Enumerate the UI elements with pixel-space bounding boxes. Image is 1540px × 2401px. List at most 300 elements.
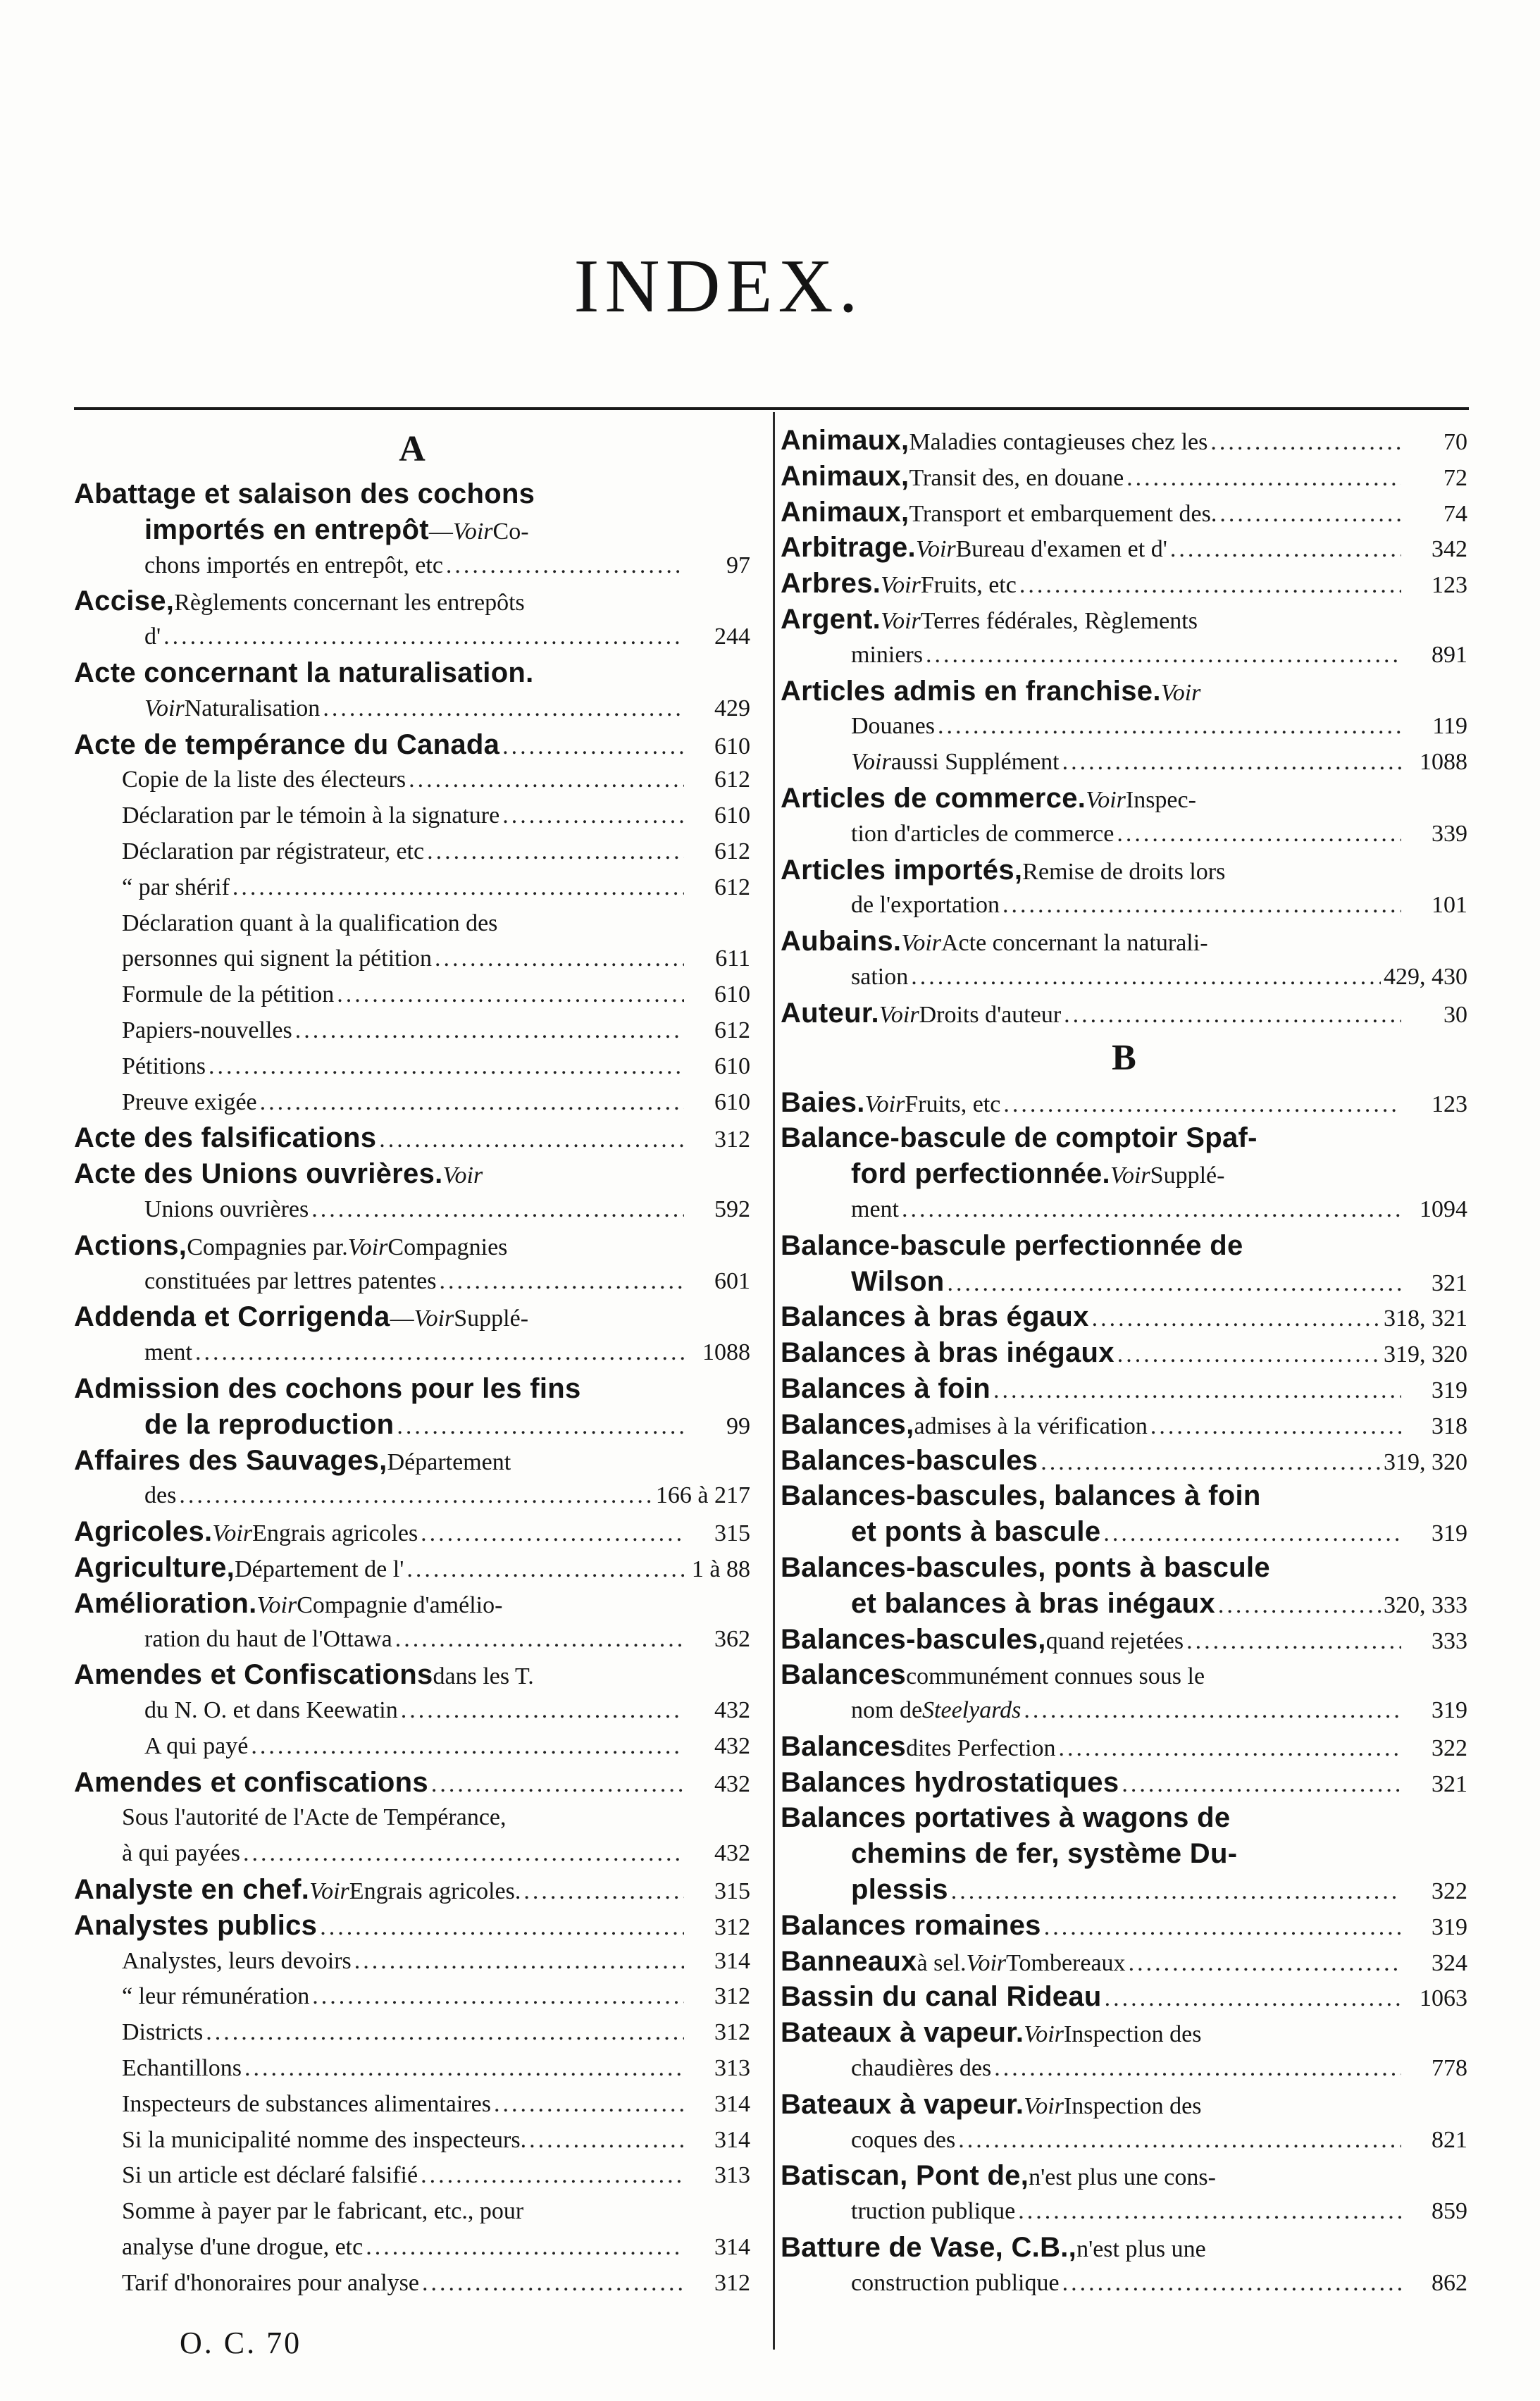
index-entry	[781, 1550, 1467, 1622]
entry-voir: Voir	[901, 930, 941, 957]
index-entry	[781, 781, 1467, 852]
page-number: 320, 333	[1384, 1592, 1467, 1618]
entry-heading: Bassin du canal Rideau	[781, 1981, 1102, 2013]
page-number: 601	[714, 1267, 750, 1294]
dot-leader	[366, 2230, 684, 2266]
page-number: 99	[726, 1413, 750, 1439]
index-entry	[781, 1371, 1467, 1407]
entry-text: Si la municipalité nomme des inspecteurs.	[122, 2126, 527, 2153]
index-entry	[74, 1872, 750, 1908]
entry-heading: Balances à bras égaux	[781, 1301, 1089, 1333]
entry-heading: Abattage et salaison des cochons	[74, 478, 535, 509]
page-number: 610	[714, 981, 750, 1008]
dot-leader	[406, 1552, 684, 1586]
entry-text: —	[428, 518, 453, 545]
page-number: 123	[1432, 572, 1467, 599]
entry-text: ment	[851, 1196, 899, 1222]
entry-text: Sous l'autorité de l'Acte de Tempérance,	[122, 1804, 507, 1831]
entry-heading: Balances-bascules,	[781, 1623, 1046, 1655]
dot-leader	[195, 1335, 684, 1371]
dot-leader	[337, 977, 684, 1013]
entry-heading: Bateaux à vapeur.	[781, 2017, 1024, 2049]
entry-text: Douanes	[851, 713, 935, 740]
entry-line	[781, 1693, 1467, 1729]
entry-text: —	[390, 1305, 414, 1332]
entry-text: Echantillons	[122, 2055, 242, 2082]
dot-leader	[911, 960, 1381, 995]
entry-line	[74, 1371, 750, 1407]
index-entry	[781, 566, 1467, 602]
entry-line	[74, 1156, 750, 1192]
entry-voir: Voir	[144, 695, 185, 721]
index-entry	[74, 1299, 750, 1371]
entry-line	[74, 1335, 750, 1371]
entry-reference: Supplé-	[1150, 1162, 1225, 1189]
entry-line	[781, 1586, 1467, 1622]
page-number: 333	[1432, 1627, 1467, 1654]
entry-heading: Arbres.	[781, 568, 881, 600]
entry-heading: Admission des cochons pour les fins	[74, 1372, 581, 1404]
entry-line	[74, 1622, 750, 1658]
entry-voir: Voir	[1110, 1162, 1150, 1189]
entry-heading: et ponts à bascule	[851, 1516, 1101, 1548]
dot-leader	[427, 834, 684, 870]
page-number: 610	[714, 1088, 750, 1115]
index-entry	[74, 1765, 750, 1872]
page-number: 312	[714, 1127, 750, 1153]
dot-leader	[1044, 1910, 1401, 1944]
entry-text: des	[144, 1482, 177, 1509]
entry-line	[74, 1085, 750, 1121]
entry-line	[781, 2123, 1467, 2159]
dot-leader	[435, 941, 684, 977]
entry-line	[74, 1586, 750, 1622]
dot-leader	[1126, 461, 1401, 495]
entry-heading: Aubains.	[781, 926, 902, 957]
page-number: 612	[714, 1017, 750, 1043]
page-number: 610	[714, 733, 750, 759]
dot-leader	[395, 1622, 684, 1658]
page-footer: O. C. 70	[180, 2326, 302, 2360]
dot-leader	[439, 1264, 684, 1300]
page-number: 314	[714, 2126, 750, 2153]
entry-text: tion d'articles de commerce	[851, 820, 1114, 847]
page-title: INDEX.	[573, 244, 864, 328]
page-number: 315	[714, 1878, 750, 1905]
page-number: 318, 321	[1384, 1305, 1467, 1332]
index-entry	[74, 655, 750, 727]
entry-line	[781, 781, 1467, 817]
entry-heading: Balances	[781, 1730, 907, 1762]
entry-text: Département	[387, 1448, 511, 1475]
dot-leader	[926, 638, 1401, 674]
dot-leader	[409, 762, 684, 798]
entry-text: ration du haut de l'Ottawa	[144, 1625, 392, 1652]
dot-leader	[1019, 568, 1401, 602]
dot-leader	[529, 2123, 684, 2159]
entry-line	[74, 1657, 750, 1693]
index-entry	[781, 1478, 1467, 1550]
dot-leader	[1105, 1981, 1401, 2015]
entry-text: Somme à payer par le fabricant, etc., pour	[122, 2198, 524, 2225]
dot-leader	[951, 1874, 1401, 1908]
entry-voir: Voir	[309, 1878, 349, 1905]
entry-line	[781, 1622, 1467, 1658]
entry-text: Inspecteurs de substances alimentaires	[122, 2090, 491, 2117]
entry-text: n'est plus une cons-	[1029, 2164, 1216, 2191]
dot-leader	[243, 1836, 684, 1872]
dot-leader	[1210, 425, 1401, 459]
entry-text: Maladies contagieuses chez les	[909, 429, 1208, 455]
entry-heading: Addenda et Corrigenda	[74, 1301, 390, 1333]
index-entry	[781, 1335, 1467, 1371]
entry-line	[781, 924, 1467, 960]
entry-line	[781, 602, 1467, 638]
dot-leader	[948, 1266, 1401, 1300]
entry-line	[74, 1693, 750, 1729]
entry-heading: Balances	[781, 1659, 907, 1691]
entry-line	[74, 655, 750, 691]
dot-leader	[523, 1874, 684, 1908]
entry-line	[74, 619, 750, 655]
entry-line	[74, 1264, 750, 1300]
entry-heading: Acte des Unions ouvrières.	[74, 1158, 443, 1190]
entry-heading: Analyste en chef.	[74, 1874, 310, 1906]
page-number: 592	[714, 1196, 750, 1222]
dot-leader	[902, 1192, 1401, 1228]
dot-leader	[1122, 1767, 1401, 1801]
entry-line	[74, 2123, 750, 2159]
page-number: 611	[715, 945, 750, 972]
dot-leader	[1186, 1624, 1401, 1658]
entry-text: construction publique	[851, 2269, 1060, 2296]
entry-line	[781, 709, 1467, 745]
entry-voir: Voir	[881, 572, 921, 599]
dot-leader	[163, 619, 684, 655]
entry-text: du N. O. et dans Keewatin	[144, 1697, 398, 1724]
index-entry	[781, 1120, 1467, 1227]
entry-line	[781, 1765, 1467, 1801]
entry-reference: Engrais agricoles.	[349, 1878, 521, 1905]
entry-heading: Baies.	[781, 1086, 865, 1118]
index-entry	[781, 2015, 1467, 2087]
entry-text: dans les T.	[433, 1663, 534, 1690]
page-number: 74	[1443, 500, 1467, 527]
entry-text: nom de	[851, 1697, 923, 1724]
dot-leader	[1219, 497, 1401, 531]
entry-text: Département de l'	[235, 1556, 404, 1582]
page-number: 97	[726, 552, 750, 578]
entry-line	[781, 1192, 1467, 1228]
entry-heading: Batture de Vase, C.B.,	[781, 2232, 1077, 2264]
page-number: 1 à 88	[691, 1556, 750, 1582]
dot-leader	[993, 1373, 1401, 1407]
entry-line	[74, 1836, 750, 1872]
entry-text: “ par shérif	[122, 874, 230, 900]
page-number: 321	[1432, 1770, 1467, 1797]
dot-leader	[354, 1944, 684, 1980]
entry-line	[74, 1192, 750, 1228]
entry-heading: Acte des falsifications	[74, 1122, 377, 1154]
entry-text: à sel.	[917, 1949, 967, 1976]
page-number: 321	[1432, 1270, 1467, 1296]
index-entry	[781, 674, 1467, 781]
entry-line	[74, 1979, 750, 2015]
entry-line	[781, 1800, 1467, 1836]
entry-reference: Engrais agricoles	[252, 1520, 418, 1547]
index-entry	[74, 583, 750, 655]
dot-leader	[323, 691, 684, 727]
entry-text: dites Perfection	[906, 1735, 1056, 1761]
entry-text: sation	[851, 963, 909, 990]
dot-leader	[401, 1693, 684, 1729]
entry-line	[781, 459, 1467, 495]
entry-line	[781, 1836, 1467, 1872]
entry-line	[781, 674, 1467, 709]
entry-line	[74, 906, 750, 942]
entry-heading: Articles importés,	[781, 854, 1023, 886]
page-number: 362	[714, 1625, 750, 1652]
index-entry	[781, 1979, 1467, 2015]
entry-line	[781, 960, 1467, 995]
entry-text: constituées par lettres patentes	[144, 1267, 437, 1294]
index-entry	[781, 1085, 1467, 1121]
entry-heading: Amélioration.	[74, 1587, 257, 1619]
entry-text: A qui payé	[144, 1732, 249, 1759]
entry-text: Transport et embarquement des.	[909, 500, 1217, 527]
page-number: 312	[714, 2019, 750, 2046]
entry-line	[74, 834, 750, 870]
index-entry	[74, 1550, 750, 1586]
entry-line	[74, 977, 750, 1013]
entry-heading: Acte de tempérance du Canada	[74, 728, 500, 760]
dot-leader	[1002, 888, 1401, 924]
page-number: 1088	[702, 1339, 750, 1366]
entry-text: Districts	[122, 2019, 204, 2046]
page-number: 319	[1432, 1913, 1467, 1940]
page-number: 610	[714, 802, 750, 829]
dot-leader	[1041, 1445, 1381, 1479]
entry-heading: importés en entrepôt	[144, 514, 429, 545]
entry-heading: Balances-bascules, balances à foin	[781, 1480, 1261, 1512]
entry-line	[781, 745, 1467, 781]
entry-voir: Voir	[915, 536, 956, 563]
entry-reference: Co-	[492, 518, 529, 545]
entry-line	[781, 638, 1467, 674]
entry-line	[74, 1550, 750, 1586]
entry-text: de l'exportation	[851, 892, 1000, 919]
entry-text: à qui payées	[122, 1840, 241, 1867]
page-number: 312	[714, 1913, 750, 1940]
index-entry	[74, 1228, 750, 1300]
entry-heading: Affaires des Sauvages,	[74, 1444, 387, 1476]
page-number: 432	[714, 1732, 750, 1759]
entry-heading: Wilson	[851, 1265, 945, 1297]
page-number: 119	[1432, 713, 1467, 740]
entry-line	[74, 1800, 750, 1836]
entry-heading: Banneaux	[781, 1945, 917, 1977]
index-entry	[781, 530, 1467, 566]
dot-leader	[206, 2015, 684, 2051]
dot-leader	[232, 870, 684, 906]
entry-voir: Voir	[452, 518, 493, 545]
entry-line	[781, 2230, 1467, 2266]
entry-line	[781, 1944, 1467, 1980]
page-number: 862	[1432, 2269, 1467, 2296]
entry-line	[781, 2194, 1467, 2230]
index-column-right	[781, 423, 1467, 2302]
entry-line	[781, 1478, 1467, 1514]
entry-line	[781, 817, 1467, 852]
entry-voir: Voir	[414, 1305, 454, 1332]
index-entry	[781, 2230, 1467, 2302]
section-letter: A	[399, 429, 426, 469]
dot-leader	[1117, 1337, 1381, 1371]
entry-heading: Balance-bascule de comptoir Spaf-	[781, 1122, 1258, 1154]
entry-heading: Balances-bascules, ponts à bascule	[781, 1551, 1270, 1583]
entry-reference: Droits d'auteur	[919, 1001, 1062, 1028]
index-entry	[74, 727, 750, 763]
entry-text: Remise de droits lors	[1022, 858, 1226, 885]
page-number: 314	[714, 1947, 750, 1974]
page-number: 313	[714, 2162, 750, 2189]
index-entry	[781, 1622, 1467, 1658]
entry-heading: plessis	[851, 1874, 948, 1906]
page-number: 432	[714, 1840, 750, 1867]
page-number: 315	[714, 1520, 750, 1547]
entry-text: Compagnies par.	[187, 1234, 348, 1260]
entry-text: admises à la vérification	[914, 1413, 1148, 1439]
dot-leader	[1064, 998, 1401, 1031]
entry-line	[781, 1514, 1467, 1550]
entry-line	[74, 2051, 750, 2087]
entry-line	[74, 2194, 750, 2230]
entry-reference: Supplé-	[454, 1305, 529, 1332]
dot-leader	[244, 2051, 684, 2087]
entry-line	[74, 1944, 750, 1980]
index-entry	[781, 1944, 1467, 1980]
entry-heading: Amendes et Confiscations	[74, 1659, 433, 1691]
dot-leader	[421, 2158, 684, 2194]
entry-text: Preuve exigée	[122, 1088, 257, 1115]
entry-voir: Voir	[212, 1520, 253, 1547]
entry-reference: aussi Supplément	[890, 749, 1060, 776]
entry-heading: Balances-bascules	[781, 1444, 1038, 1476]
entry-voir: Voir	[851, 749, 891, 776]
dot-leader	[1003, 1087, 1401, 1121]
entry-reference: Terres fédérales, Règlements	[920, 607, 1198, 634]
dot-leader	[1218, 1588, 1381, 1622]
entry-heading: Balances à foin	[781, 1372, 991, 1404]
page-number: 429	[714, 695, 750, 721]
index-entry	[74, 1443, 750, 1515]
entry-line	[781, 1371, 1467, 1407]
page-number: 859	[1432, 2198, 1467, 2225]
entry-heading: Balances hydrostatiques	[781, 1766, 1119, 1798]
dot-leader	[1062, 745, 1401, 781]
entry-text: coques des	[851, 2126, 956, 2153]
entry-text: Unions ouvrières	[144, 1196, 309, 1222]
entry-line	[781, 1156, 1467, 1192]
entry-text: communément connues sous le	[906, 1663, 1205, 1690]
entry-line	[74, 870, 750, 906]
page-number: 612	[714, 767, 750, 793]
entry-reference: Bureau d'examen et d'	[955, 536, 1167, 563]
index-entry	[781, 1407, 1467, 1443]
page-number: 1063	[1420, 1985, 1467, 2012]
entry-line	[74, 583, 750, 619]
entry-heading: ford perfectionnée.	[851, 1158, 1110, 1190]
entry-voir: Voir	[966, 1949, 1007, 1976]
entry-voir: Voir	[1086, 786, 1126, 813]
page-number: 1088	[1420, 749, 1467, 776]
dot-leader	[994, 2051, 1401, 2087]
entry-line	[781, 1228, 1467, 1264]
dot-leader	[295, 1013, 684, 1049]
entry-text: ment	[144, 1339, 192, 1366]
page-number: 312	[714, 1983, 750, 2010]
entry-text: Déclaration par le témoin à la signature	[122, 802, 500, 829]
entry-line	[74, 476, 750, 512]
entry-line	[781, 1264, 1467, 1300]
column-divider	[773, 412, 775, 2350]
page-number: 101	[1432, 892, 1467, 919]
entry-heading: Balances à bras inégaux	[781, 1337, 1114, 1369]
entry-heading: Acte concernant la naturalisation.	[74, 657, 534, 688]
page-number: 610	[714, 1053, 750, 1079]
page-number: 612	[714, 838, 750, 864]
index-entry	[781, 1765, 1467, 1801]
entry-heading: Accise,	[74, 585, 175, 617]
page-number: 318	[1432, 1413, 1467, 1439]
entry-reference: Acte concernant la naturali-	[941, 930, 1208, 957]
index-entry	[74, 1514, 750, 1550]
entry-text: Copie de la liste des électeurs	[122, 767, 406, 793]
dot-leader	[1103, 1516, 1401, 1550]
entry-heading: Animaux,	[781, 425, 909, 456]
entry-line	[74, 1407, 750, 1443]
entry-line	[781, 995, 1467, 1031]
entry-line	[781, 1443, 1467, 1479]
index-entry	[74, 1586, 750, 1658]
entry-line	[74, 2158, 750, 2194]
entry-text: d'	[144, 623, 161, 650]
entry-heading: chemins de fer, système Du-	[851, 1838, 1238, 1870]
entry-line	[781, 1872, 1467, 1908]
entry-line	[781, 1729, 1467, 1765]
entry-reference: Compagnie d'amélio-	[297, 1592, 503, 1618]
index-entry	[74, 1657, 750, 1764]
entry-voir: Voir	[442, 1162, 483, 1189]
entry-line	[74, 941, 750, 977]
page-number: 891	[1432, 641, 1467, 668]
entry-line	[781, 1550, 1467, 1586]
page-number: 432	[714, 1770, 750, 1797]
dot-leader	[502, 729, 684, 763]
entry-line	[74, 798, 750, 834]
entry-heading: Articles admis en franchise.	[781, 675, 1161, 707]
dot-leader	[431, 1767, 684, 1801]
dot-leader	[446, 548, 684, 584]
entry-line	[74, 1872, 750, 1908]
dot-leader	[1024, 1693, 1401, 1729]
entry-line	[74, 548, 750, 584]
entry-line	[74, 1120, 750, 1156]
index-entry	[74, 1156, 750, 1228]
page-number: 429, 430	[1384, 963, 1467, 990]
entry-voir: Voir	[1160, 679, 1201, 706]
entry-heading: Batiscan, Pont de,	[781, 2160, 1029, 2192]
